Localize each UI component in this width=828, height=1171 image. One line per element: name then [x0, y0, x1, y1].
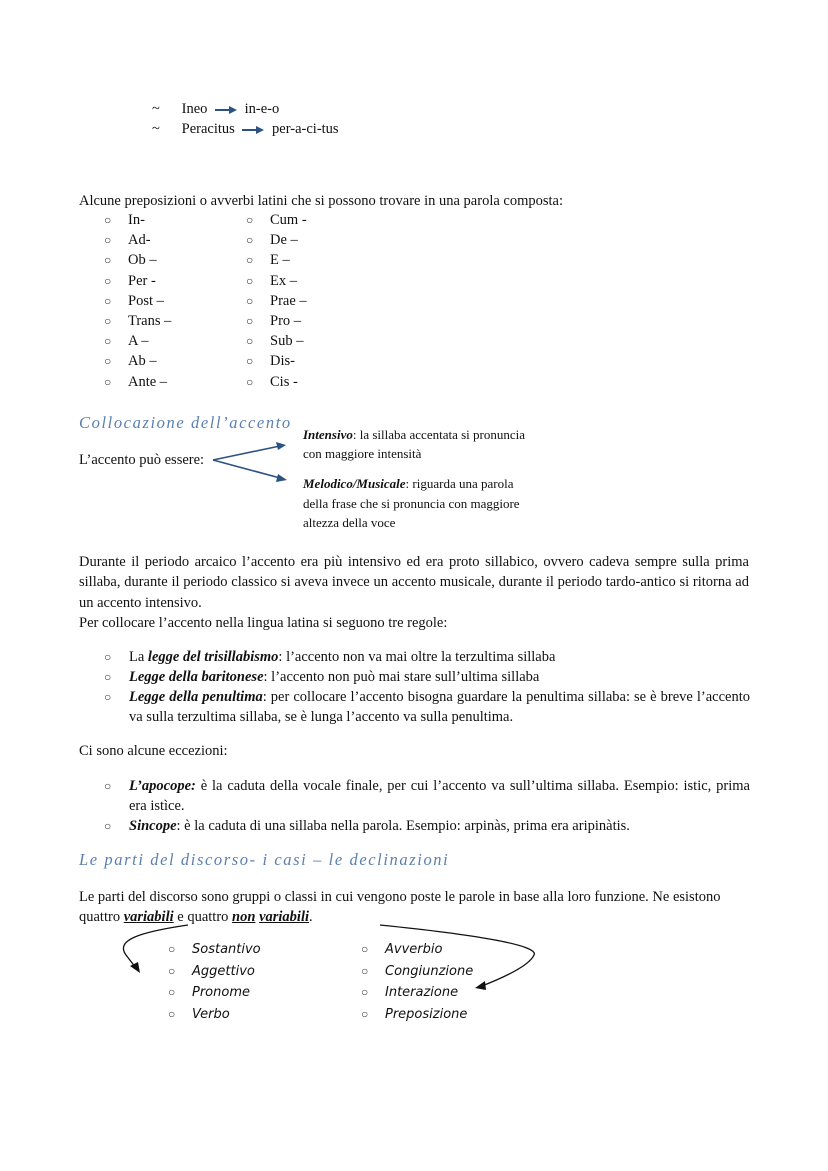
example-split: per-a-ci-tus — [272, 121, 339, 137]
definition: : l’accento non va mai oltre la terzultima sillaba — [278, 649, 556, 665]
circle-bullet-icon: ○ — [361, 985, 369, 999]
item-text: Sub – — [270, 333, 304, 350]
list-item — [168, 939, 261, 961]
circle-bullet-icon: ○ — [168, 1006, 176, 1021]
term: Intensivo — [303, 427, 353, 442]
tilde-bullet: ~ — [152, 121, 160, 137]
circle-bullet-icon: ○ — [168, 985, 176, 999]
item-text: Prae – — [270, 292, 307, 309]
circle-bullet-icon: ○ — [104, 313, 112, 328]
exception-item — [104, 816, 750, 836]
list-item — [104, 311, 171, 331]
item-text: Ob – — [128, 252, 157, 269]
definition: è la caduta della vocale finale, per cui l’accento va sull’ultima sillaba. Esempio: istic, prima era istìce. — [129, 778, 750, 815]
circle-bullet-icon: ○ — [246, 273, 254, 288]
circle-bullet-icon: ○ — [361, 963, 369, 978]
item-text: A – — [128, 333, 149, 350]
item-text: E – — [270, 252, 290, 269]
text: e quattro — [173, 909, 233, 926]
exceptions-intro: Ci sono alcune eccezioni: — [79, 743, 228, 759]
term: L’apocope: — [129, 778, 196, 794]
item-text: Ab – — [128, 353, 157, 370]
item-text: Cum - — [270, 212, 307, 228]
circle-bullet-icon: ○ — [104, 334, 112, 349]
list-item — [168, 1004, 261, 1026]
circle-bullet-icon: ○ — [246, 213, 254, 227]
rule-item — [104, 687, 750, 728]
circle-bullet-icon: ○ — [104, 779, 112, 793]
circle-bullet-icon: ○ — [246, 293, 254, 308]
item-text: Ante – — [128, 373, 168, 390]
list-item — [104, 372, 171, 392]
rules-intro: Per collocare l’accento nella lingua latina si seguono tre regole: — [79, 615, 448, 631]
list-item — [168, 982, 261, 1004]
term: Sincope — [129, 818, 177, 834]
accent-lead: L’accento può essere: — [79, 452, 205, 468]
list-item — [104, 210, 171, 230]
example-word: Peracitus — [181, 121, 235, 137]
item-text: Pro – — [270, 312, 302, 329]
item-text: Per - — [128, 272, 156, 289]
item-text: De – — [270, 232, 298, 249]
list-item — [246, 372, 307, 392]
item-text: Congiunzione — [385, 963, 474, 979]
item-text: Dis- — [270, 353, 295, 370]
list-item — [246, 311, 307, 331]
circle-bullet-icon: ○ — [246, 334, 254, 349]
accent-type-melodico — [303, 474, 563, 533]
list-item — [104, 291, 171, 311]
circle-bullet-icon: ○ — [246, 354, 254, 369]
circle-bullet-icon: ○ — [246, 313, 254, 328]
list-item — [361, 1004, 473, 1026]
circle-bullet-icon: ○ — [104, 670, 112, 684]
term: Melodico/Musicale — [303, 476, 406, 491]
circle-bullet-icon: ○ — [168, 963, 176, 978]
variable-parts-list — [168, 939, 261, 1025]
text: Le parti del discorso sono gruppi o classi in cui vengono poste le parole in base alla loro funzione. Ne esistono quattro — [79, 889, 721, 926]
branch-arrows-icon — [210, 414, 290, 484]
list-item — [104, 351, 171, 371]
tilde-bullet: ~ — [152, 101, 160, 117]
exception-item — [104, 776, 750, 817]
list-item — [246, 351, 307, 371]
item-text: Post – — [128, 292, 164, 309]
term: Legge della penultima — [129, 689, 263, 705]
definition: : la sillaba accentata si pronuncia — [352, 427, 526, 442]
variabili-term: variabili — [259, 909, 310, 926]
circle-bullet-icon: ○ — [104, 233, 112, 248]
variabili-term: variabili — [123, 909, 174, 926]
arrow-right-icon — [241, 125, 265, 135]
list-item — [246, 331, 307, 351]
list-item — [104, 230, 171, 250]
list-item — [246, 230, 307, 250]
text: . — [309, 909, 313, 926]
definition: : per collocare l’accento bisogna guardare la penultima sillaba: se è breve l’accento va sulla terzultima sillaba, se è lunga l’accento va sulla penultima. — [129, 689, 750, 726]
circle-bullet-icon: ○ — [104, 293, 112, 308]
definition: : riguarda una parola — [405, 476, 514, 491]
list-item — [104, 331, 171, 351]
item-text: Avverbio — [385, 942, 443, 957]
section-heading-parts: Le parti del discorso- i casi – le declinazioni — [79, 850, 450, 869]
list-item — [104, 250, 171, 270]
history-paragraph: Durante il periodo arcaico l’accento era più intensivo ed era proto sillabico, ovvero cadeva sempre sulla prima sillaba, durante il periodo classico si aveva invece un accento musicale, durante il periodo tardo-antico si ritorna ad un accento intensivo. — [79, 554, 749, 611]
list-item — [246, 210, 307, 230]
section-heading-accent: Collocazione dell’accento — [79, 413, 292, 432]
item-text: Cis - — [270, 373, 298, 390]
example-split: in-e-o — [244, 101, 280, 117]
term: Legge della baritonese — [129, 669, 264, 685]
list-item — [361, 961, 473, 983]
definition: con maggiore intensità — [303, 446, 422, 461]
circle-bullet-icon: ○ — [104, 253, 112, 268]
item-text: Ex – — [270, 272, 297, 289]
definition: : l’accento non può mai stare sull’ultima sillaba — [263, 669, 540, 685]
example-word: Ineo — [181, 101, 208, 117]
item-text: Verbo — [192, 1006, 230, 1022]
circle-bullet-icon: ○ — [104, 374, 112, 389]
term: legge del trisillabismo — [147, 649, 279, 665]
list-item — [104, 271, 171, 291]
circle-bullet-icon: ○ — [246, 233, 254, 248]
rule-item — [104, 667, 750, 687]
item-text: Interazione — [385, 985, 459, 1000]
item-text: Trans – — [128, 312, 172, 329]
circle-bullet-icon: ○ — [104, 650, 112, 664]
item-text: Pronome — [192, 985, 250, 1000]
circle-bullet-icon: ○ — [246, 253, 254, 268]
definition: : è la caduta di una sillaba nella parola. Esempio: arpinàs, prima era aripinàtis. — [176, 818, 630, 834]
prepositions-intro: Alcune preposizioni o avverbi latini che si possono trovare in una parola composta: — [79, 193, 564, 209]
circle-bullet-icon: ○ — [246, 374, 254, 389]
circle-bullet-icon: ○ — [104, 819, 112, 833]
circle-bullet-icon: ○ — [361, 1006, 369, 1021]
item-text: Ad- — [128, 232, 151, 249]
arrow-right-icon — [214, 105, 238, 115]
list-item — [168, 961, 261, 983]
item-text: In- — [128, 212, 145, 228]
prepositions-column-2 — [246, 210, 307, 392]
list-item — [246, 250, 307, 270]
circle-bullet-icon: ○ — [104, 690, 112, 704]
list-item — [246, 271, 307, 291]
list-item — [361, 982, 473, 1004]
item-text: Preposizione — [385, 1006, 468, 1022]
syllable-example — [152, 119, 339, 139]
definition: della frase che si pronuncia con maggiore — [303, 495, 520, 511]
list-item — [246, 291, 307, 311]
non-term: non — [232, 909, 256, 926]
accent-type-intensivo — [303, 425, 563, 463]
prepositions-column-1 — [104, 210, 171, 392]
circle-bullet-icon: ○ — [104, 354, 112, 369]
circle-bullet-icon: ○ — [104, 213, 112, 227]
circle-bullet-icon: ○ — [168, 942, 176, 956]
definition: altezza della voce — [303, 515, 396, 530]
invariable-parts-list — [361, 939, 473, 1025]
item-text: Aggettivo — [192, 963, 255, 979]
circle-bullet-icon: ○ — [361, 942, 369, 956]
syllable-example — [152, 99, 279, 119]
circle-bullet-icon: ○ — [104, 273, 112, 288]
list-item — [361, 939, 473, 961]
text: La — [129, 649, 148, 665]
item-text: Sostantivo — [192, 942, 261, 957]
rule-item — [104, 647, 750, 667]
